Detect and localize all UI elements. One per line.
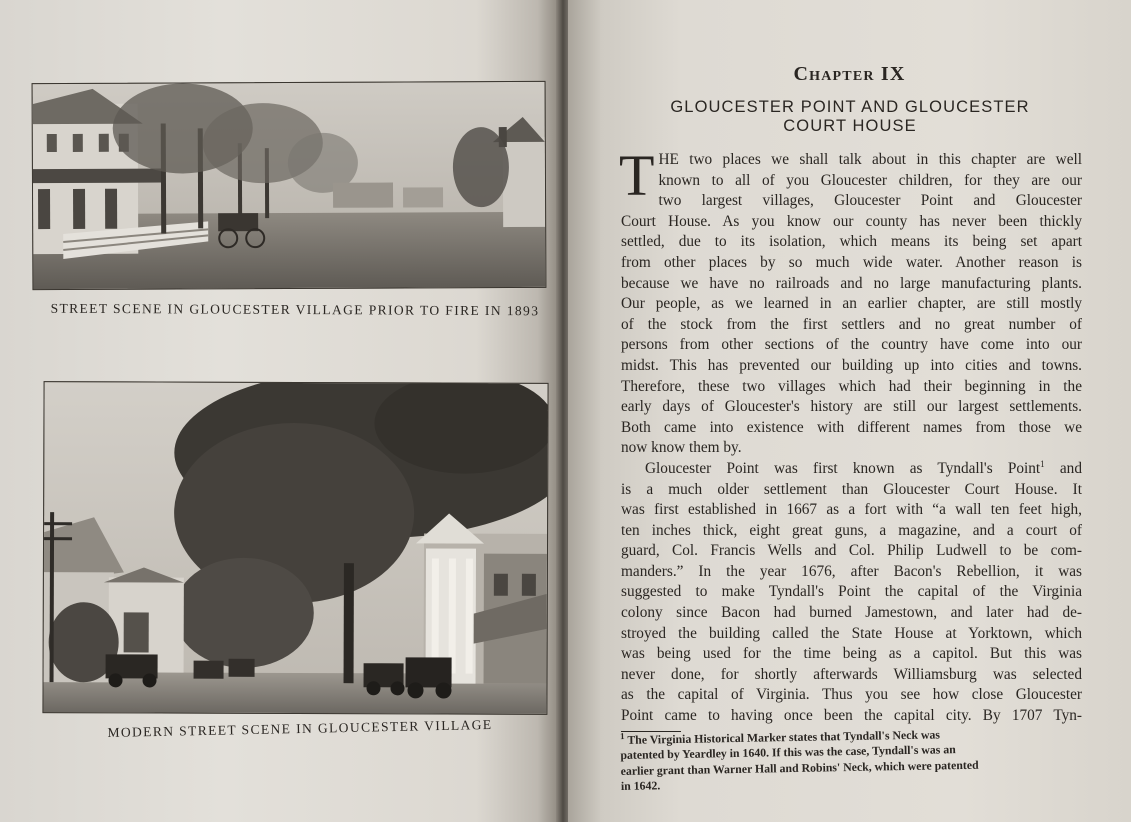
footnote-line: in 1642. bbox=[620, 778, 661, 793]
text-line: settled, due to its isolation, which means its being set apart bbox=[621, 233, 1082, 251]
chapter-title-line2: COURT HOUSE bbox=[783, 117, 917, 135]
footnote-line: patented by Yeardley in 1640. If this was the case, Tyndall's was an bbox=[620, 742, 956, 763]
text-line: was first established in 1667 as a fort with “a wall ten feet high, bbox=[621, 501, 1082, 519]
text-line: midst. This has prevented our building up into cities and towns. bbox=[621, 356, 1082, 374]
paragraph-1 bbox=[619, 143, 1082, 459]
footnote-marker: 1 bbox=[1040, 458, 1045, 469]
drop-cap: T bbox=[619, 143, 655, 208]
chapter-label: Chapter IX bbox=[793, 63, 906, 85]
photo-modern-street-scene bbox=[42, 381, 548, 715]
modern-street-scene-image bbox=[43, 382, 547, 714]
text-line: of the stock from the first settlers and no great number of bbox=[621, 315, 1082, 333]
footnote-mark: 1 bbox=[619, 730, 625, 742]
text-line: Both came into existence with different names from those we bbox=[621, 418, 1082, 436]
text-line: was being used for the time being as a capitol. But this was bbox=[621, 645, 1082, 663]
text-line bbox=[621, 459, 1082, 480]
chapter-title-line1: GLOUCESTER POINT AND GLOUCESTER bbox=[670, 98, 1030, 116]
text-line: because we have no railroads and no large manufacturing plants. bbox=[621, 274, 1082, 292]
text-line: two largest villages, Gloucester Point and Gloucester bbox=[658, 192, 1082, 210]
text-line: suggested to make Tyndall's Point the capital of the Virginia bbox=[621, 583, 1082, 601]
text-fragment: Gloucester Point was first known as Tyndall's Point bbox=[645, 459, 1041, 477]
photo-old-street-scene bbox=[32, 81, 547, 290]
text-line: is a much older settlement than Gloucester Court House. It bbox=[621, 480, 1082, 498]
old-street-scene-image bbox=[33, 82, 546, 289]
text-line: ten inches thick, eight great guns, a magazine, and a court of bbox=[621, 521, 1082, 539]
text-line: HE two places we shall talk about in this chapter are well bbox=[658, 151, 1082, 168]
caption-old-street-scene: STREET SCENE IN GLOUCESTER VILLAGE PRIOR TO FIRE IN 1893 bbox=[50, 300, 540, 319]
text-line: Therefore, these two villages which had their beginning in the bbox=[621, 377, 1082, 395]
text-fragment: and bbox=[1044, 459, 1082, 477]
text-line: now know them by. bbox=[621, 439, 742, 457]
chapter-body bbox=[619, 143, 1082, 727]
paragraph-2 bbox=[621, 459, 1082, 727]
footnote-line: earlier grant than Warner Hall and Robins' Neck, which were patented bbox=[620, 757, 979, 778]
text-line: stroyed the building called the State House at Yorktown, which bbox=[621, 624, 1082, 642]
text-line: never done, for shortly afterwards Williamsburg was selected bbox=[621, 665, 1082, 683]
text-line: Court House. As you know our county has never been thickly bbox=[621, 212, 1082, 230]
caption-modern-street-scene: MODERN STREET SCENE IN GLOUCESTER VILLAGE bbox=[107, 716, 493, 741]
text-line: known to all of you Gloucester children, for they are our bbox=[658, 171, 1082, 189]
text-line: colony since Bacon had burned Jamestown, and later had de- bbox=[621, 604, 1082, 622]
text-line: Our people, as we learned in an earlier chapter, are still mostly bbox=[621, 295, 1082, 313]
text-line: from other places by so much wide water. Another reason is bbox=[621, 253, 1082, 271]
text-line: Point came to having once been the capital city. By 1707 Tyn- bbox=[621, 707, 1082, 725]
footnote bbox=[620, 725, 1081, 794]
footnote-text: The Virginia Historical Marker states that Tyndall's Neck was bbox=[627, 727, 941, 747]
text-line: manders.” In the year 1676, after Bacon's Rebellion, it was bbox=[621, 562, 1082, 580]
chapter-title bbox=[630, 98, 1070, 136]
text-line: guard, Col. Francis Wells and Col. Philip Ludwell to be com- bbox=[621, 542, 1082, 560]
text-line: early days of Gloucester's history are still our largest settlements. bbox=[621, 398, 1082, 416]
text-line: persons from other sections of the country have come into our bbox=[621, 336, 1082, 354]
text-line: as the capital of Virginia. Thus you see how close Gloucester bbox=[621, 686, 1082, 704]
